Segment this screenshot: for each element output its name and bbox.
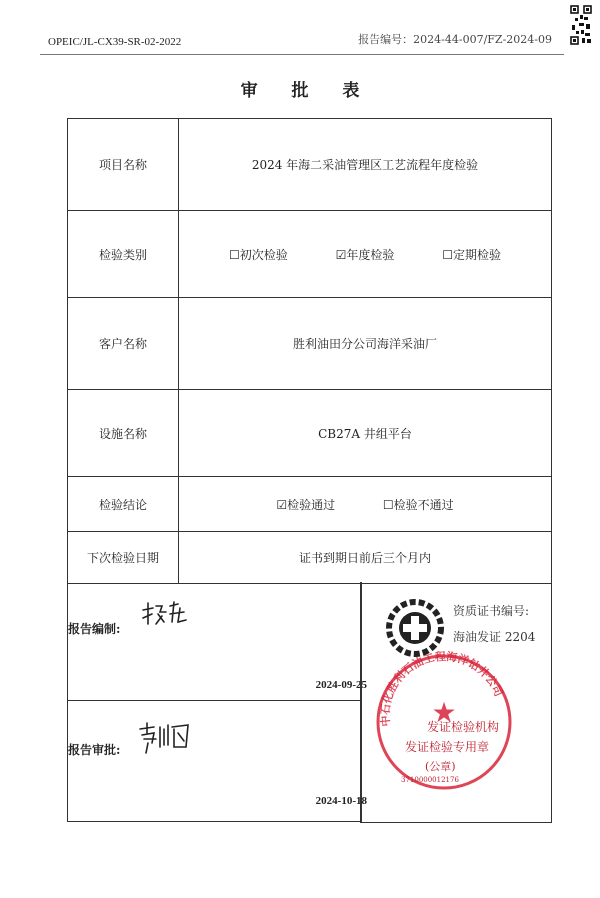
table-row <box>68 119 552 211</box>
approved-label: 报告审批: <box>68 743 121 757</box>
option-periodic: ☐定期检验 <box>442 247 501 262</box>
table-row <box>68 532 552 584</box>
seal-serial: 3710000012176 <box>401 776 459 784</box>
table-row <box>68 390 552 477</box>
option-fail: ☐检验不通过 <box>382 497 454 512</box>
row-label: 下次检验日期 <box>68 532 179 584</box>
table-row <box>68 477 552 532</box>
project-name: 2024 年海二采油管理区工艺流程年度检验 <box>179 119 552 211</box>
seal-section <box>360 582 552 823</box>
certificate-label: 资质证书编号: <box>453 604 530 618</box>
row-label: 客户名称 <box>68 298 179 390</box>
option-initial: ☐初次检验 <box>229 247 288 262</box>
client-name: 胜利油田分公司海洋采油厂 <box>179 298 552 390</box>
table-row <box>68 211 552 298</box>
document-code: OPEIC/JL-CX39-SR-02-2022 <box>48 36 182 48</box>
seal-inner-text-2: 发证检验专用章 <box>405 740 490 754</box>
prepared-signature <box>140 600 190 630</box>
report-number: 报告编号：2024-44-007/FZ-2024-09 <box>358 33 552 46</box>
seal-inner-text-3: (公章) <box>425 760 456 773</box>
table-row <box>68 298 552 390</box>
approval-table <box>67 118 552 584</box>
prepared-label: 报告编制: <box>68 622 121 636</box>
facility-name: CB27A 井组平台 <box>179 390 552 477</box>
prepared-date: 2024-09-25 <box>315 679 367 691</box>
option-annual: ☑年度检验 <box>335 247 395 262</box>
header-rule <box>40 54 564 55</box>
row-label: 检验类别 <box>68 211 179 298</box>
certificate-number: 海油发证 2204 <box>453 630 536 644</box>
next-inspection-date: 证书到期日前后三个月内 <box>179 532 552 584</box>
star-icon: ★ <box>431 696 457 729</box>
approved-date: 2024-10-18 <box>315 795 367 807</box>
seal-outer-text: 中石化胜利石油工程海洋钻井公司 <box>378 650 506 728</box>
row-label: 项目名称 <box>68 119 179 211</box>
approved-signature <box>138 721 194 755</box>
approved-section <box>67 700 367 822</box>
row-label: 检验结论 <box>68 477 179 532</box>
conclusion-options <box>179 477 552 532</box>
seal-inner-text: 发证检验机构 <box>427 720 500 734</box>
prepared-section <box>67 582 367 701</box>
qr-code-icon <box>570 5 592 45</box>
page-title: 审 批 表 <box>240 81 374 101</box>
row-label: 设施名称 <box>68 390 179 477</box>
inspection-type-options <box>179 211 552 298</box>
option-pass: ☑检验通过 <box>276 497 336 512</box>
